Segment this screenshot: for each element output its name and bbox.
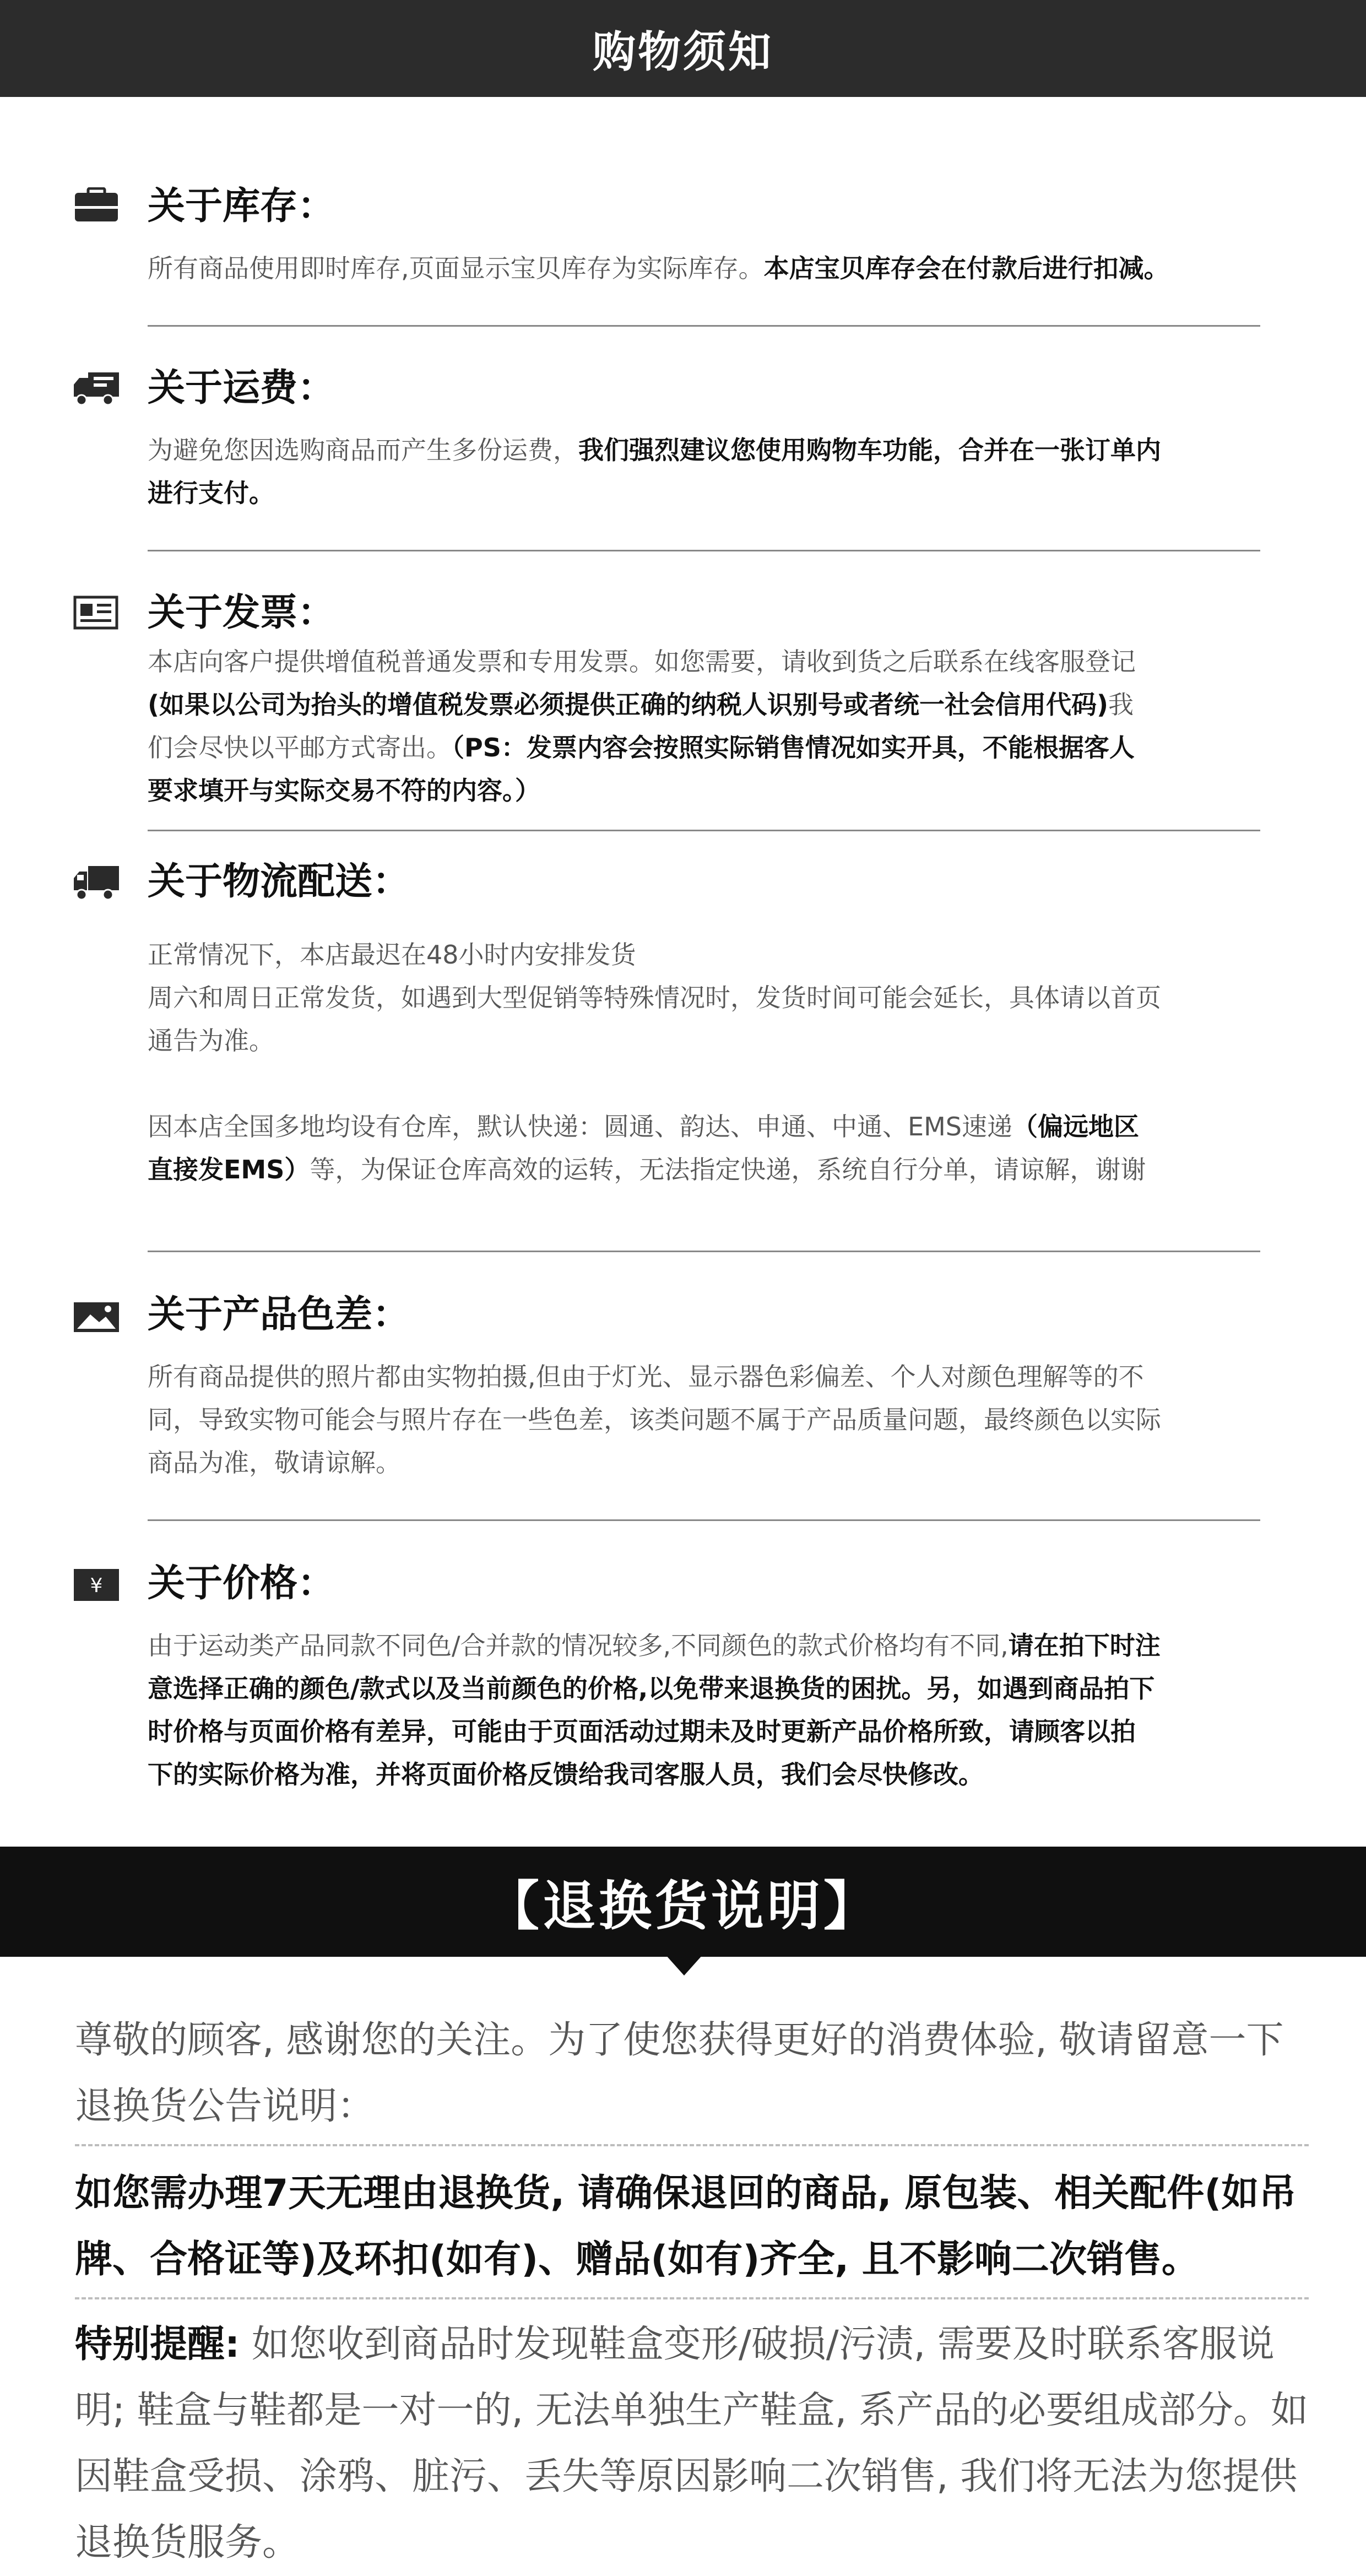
section-title: 关于价格： — [148, 1562, 335, 1605]
returns-policy-text: 如您需办理7天无理由退换货, 请确保退回的商品, 原包装、相关配件(如吊牌、合格证等)及环扣(如有)、赠品(如有)齐全, 且不影响二次销售。 — [75, 2172, 1297, 2281]
body-text: 因本店全国多地均设有仓库，默认快递：圆通、韵达、申通、中通、EMS速递 — [148, 1112, 1012, 1141]
section-body — [148, 1355, 1260, 1484]
body-emphasis: 下的实际价格为准，并将页面价格反馈给我司客服人员，我们会尽快修改。 — [148, 1760, 984, 1789]
body-text: 同，导致实物可能会与照片存在一些色差，该类问题不属于产品质量问题，最终颜色以实际 — [148, 1405, 1161, 1435]
briefcase-icon — [72, 187, 121, 226]
svg-text:¥: ¥ — [90, 1574, 103, 1597]
divider — [148, 830, 1260, 831]
returns-reminder — [75, 2312, 1309, 2576]
section-title: 关于库存： — [148, 185, 335, 228]
body-text: 周六和周日正常发货，如遇到大型促销等特殊情况时，发货时间可能会延长，具体请以首页 — [148, 983, 1161, 1013]
body-text: 我 — [1108, 690, 1134, 719]
delivery-truck-icon — [72, 369, 121, 408]
body-text: 通告为准。 — [148, 1026, 274, 1056]
paragraph-gap — [148, 1062, 1260, 1105]
banner-pointer — [665, 1955, 703, 1976]
body-emphasis: 时价格与页面价格有差异，可能由于页面活动过期未及时更新产品价格所致，请顾客以拍 — [148, 1717, 1136, 1746]
section-title: 关于产品色差： — [148, 1293, 410, 1336]
body-text: 商品为准，敬请谅解。 — [148, 1448, 401, 1478]
section-title: 关于运费： — [148, 366, 335, 410]
body-emphasis: 请在拍下时注 — [1008, 1631, 1161, 1660]
section-body — [148, 640, 1260, 812]
body-text: 们会尽快以平邮方式寄出。 — [148, 733, 452, 762]
body-emphasis: 本店宝贝库存会在付款后进行扣减。 — [763, 253, 1169, 283]
reminder-label: 特别提醒: — [75, 2323, 240, 2366]
body-text: 所有商品使用即时库存,页面显示宝贝库存为实际库存。 — [148, 253, 764, 283]
body-emphasis: 直接发EMS） — [148, 1155, 310, 1184]
body-text: 本店向客户提供增值税普通发票和专用发票。如您需要，请收到货之后联系在线客服登记 — [148, 647, 1136, 677]
body-text: 为避免您因选购商品而产生多份运费， — [148, 435, 578, 465]
section-title: 关于物流配送： — [148, 860, 410, 903]
body-text: 正常情况下，本店最迟在48小时内安排发货 — [148, 940, 636, 970]
returns-banner-title: 【退换货说明】 — [486, 1875, 880, 1937]
dashed-divider — [75, 2144, 1309, 2146]
divider — [148, 1519, 1260, 1521]
picture-icon — [72, 1298, 121, 1336]
truck-icon — [72, 864, 121, 902]
returns-banner — [0, 1847, 1366, 1957]
section-body — [148, 247, 1260, 290]
body-emphasis: （PS：发票内容会按照实际销售情况如实开具，不能根据客人 — [452, 733, 1135, 762]
section-body — [148, 429, 1260, 515]
invoice-icon — [72, 594, 121, 632]
section-body — [148, 1624, 1260, 1796]
body-emphasis: 要求填开与实际交易不符的内容。） — [148, 776, 540, 805]
section-title: 关于发票： — [148, 591, 335, 635]
page-header — [0, 0, 1366, 97]
divider — [148, 550, 1260, 551]
dashed-divider — [75, 2297, 1309, 2299]
section-body — [148, 933, 1260, 1191]
body-emphasis: (如果以公司为抬头的增值税发票必须提供正确的纳税人识别号或者统一社会信用代码) — [148, 690, 1109, 719]
returns-policy — [75, 2161, 1309, 2293]
returns-intro — [75, 2007, 1309, 2140]
body-emphasis: 我们强烈建议您使用购物车功能，合并在一张订单内 — [578, 435, 1161, 465]
divider — [148, 325, 1260, 327]
body-text: 等，为保证仓库高效的运转，无法指定快递，系统自行分单，请谅解，谢谢 — [310, 1155, 1146, 1184]
page-title: 购物须知 — [592, 28, 773, 77]
body-text: 所有商品提供的照片都由实物拍摄,但由于灯光、显示器色彩偏差、个人对颜色理解等的不 — [148, 1362, 1144, 1392]
body-emphasis: 意选择正确的颜色/款式以及当前颜色的价格,以免带来退换货的困扰。另，如遇到商品拍下 — [148, 1674, 1155, 1703]
body-text: 由于运动类产品同款不同色/合并款的情况较多,不同颜色的款式价格均有不同, — [148, 1631, 1009, 1660]
body-emphasis: （偏远地区 — [1012, 1112, 1139, 1141]
body-emphasis: 进行支付。 — [148, 478, 274, 508]
divider — [148, 1251, 1260, 1252]
reminder-text: 如您收到商品时发现鞋盒变形/破损/污渍, 需要及时联系客服说明; 鞋盒与鞋都是一对一的, 无法单独生产鞋盒, 系产品的必要组成部分。如因鞋盒受损、涂鸦、脏污、丢失等原因影响二次销售, 我们将无法为您提供退换货服务。 — [75, 2323, 1308, 2564]
returns-intro-text: 尊敬的顾客, 感谢您的关注。为了使您获得更好的消费体验, 敬请留意一下退换货公告说明： — [75, 2018, 1284, 2128]
yen-icon — [72, 1566, 121, 1604]
